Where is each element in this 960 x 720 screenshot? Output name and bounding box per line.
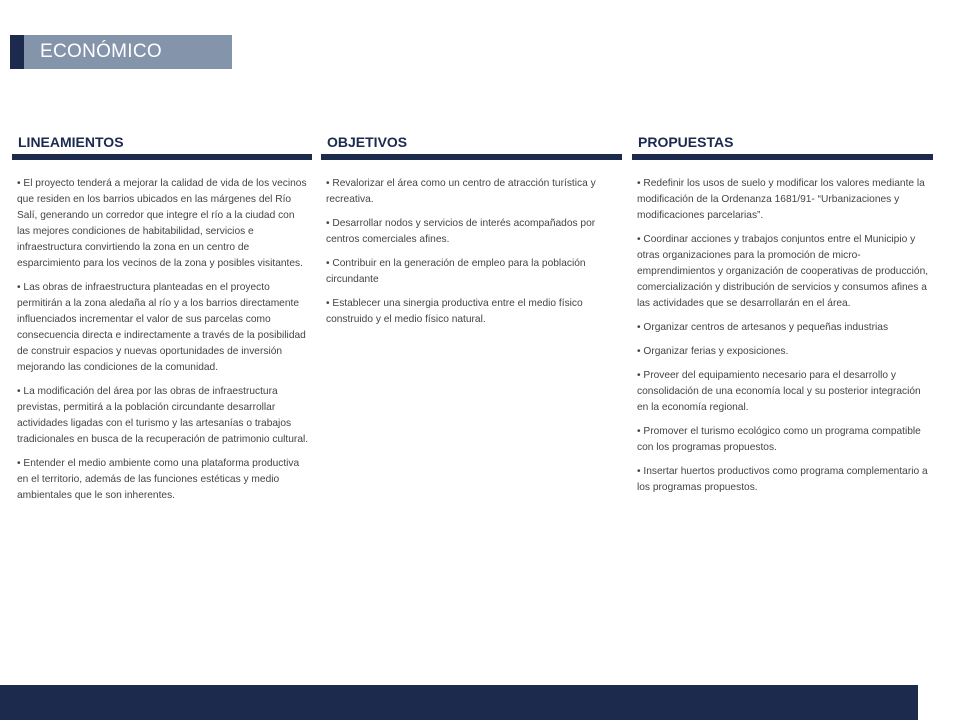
column-divider: [12, 154, 312, 160]
footer-bar: [0, 685, 918, 720]
column-divider: [632, 154, 933, 160]
column-heading: OBJETIVOS: [327, 134, 408, 150]
bullet-item: • Insertar huertos productivos como programa complementario a los programas propuestos.: [637, 466, 928, 493]
column-propuestas: [632, 132, 933, 504]
column-divider: [321, 154, 622, 160]
bullet-item: • La modificación del área por las obras de infraestructura previstas, permitirá a la población circundante desarrollar actividades ligadas con el turismo y las artesanías o trabajos tradicionales en busca de la recuperación de patrimonio cultural.: [17, 386, 309, 445]
column-objetivos: [321, 132, 622, 336]
bullet-item: • Entender el medio ambiente como una plataforma productiva en el territorio, además de las funciones estéticas y medio ambientales que le son inherentes.: [17, 458, 300, 501]
column-lineamientos: [12, 132, 312, 512]
bullet-item: • Establecer una sinergia productiva entre el medio físico construido y el medio físico natural.: [326, 298, 583, 325]
bullet-item: • Contribuir en la generación de empleo para la población circundante: [326, 258, 586, 285]
bullet-item: • Promover el turismo ecológico como un programa compatible con los programas propuestos.: [637, 426, 921, 453]
section-title: ECONÓMICO: [24, 35, 232, 69]
bullet-item: • Revalorizar el área como un centro de atracción turística y recreativa.: [326, 178, 596, 205]
bullet-item: • Proveer del equipamiento necesario para el desarrollo y consolidación de una economía local y su posterior integración en la economía regional.: [637, 370, 921, 413]
bullet-item: • Las obras de infraestructura planteadas en el proyecto permitirán a la zona aledaña al río y a los barrios directamente influenciados incrementar el valor de sus parcelas como consecuencia directa e indirectamente a través de la posibilidad de construir espacios y nuevas oportunidades de inversión mejorando las condiciones de la comunidad.: [17, 282, 306, 373]
bullet-item: • Coordinar acciones y trabajos conjuntos entre el Municipio y otras organizaciones para la promoción de micro-emprendimientos y organización de cooperativas de producción, comercialización y distribución de servicios y consumos afines a las actividades que se desarrollarán en el área.: [637, 234, 929, 309]
column-body: [632, 176, 933, 496]
column-body: [321, 176, 622, 328]
bullet-item: • Desarrollar nodos y servicios de interés acompañados por centros comerciales afines.: [326, 218, 596, 245]
column-heading: LINEAMIENTOS: [18, 134, 124, 150]
bullet-item: • El proyecto tenderá a mejorar la calidad de vida de los vecinos que residen en los barrios ubicados en las márgenes del Río Salí, generando un corredor que integre el río a la ciudad con las mejores condiciones de habitabilidad, servicios e infraestructura convirtiendo la zona en un centro de esparcimiento para los vecinos de la zona y posibles visitantes.: [17, 178, 307, 269]
bullet-item: • Organizar ferias y exposiciones.: [637, 346, 789, 357]
column-body: [12, 176, 312, 504]
bullet-item: • Organizar centros de artesanos y pequeñas industrias: [637, 322, 889, 333]
section-title-block: [10, 35, 232, 69]
title-accent-bar: [10, 35, 24, 69]
column-heading: PROPUESTAS: [638, 134, 734, 150]
bullet-item: • Redefinir los usos de suelo y modificar los valores mediante la modificación de la Ordenanza 1681/91- “Urbanizaciones y modificaciones parcelarias”.: [637, 178, 925, 221]
